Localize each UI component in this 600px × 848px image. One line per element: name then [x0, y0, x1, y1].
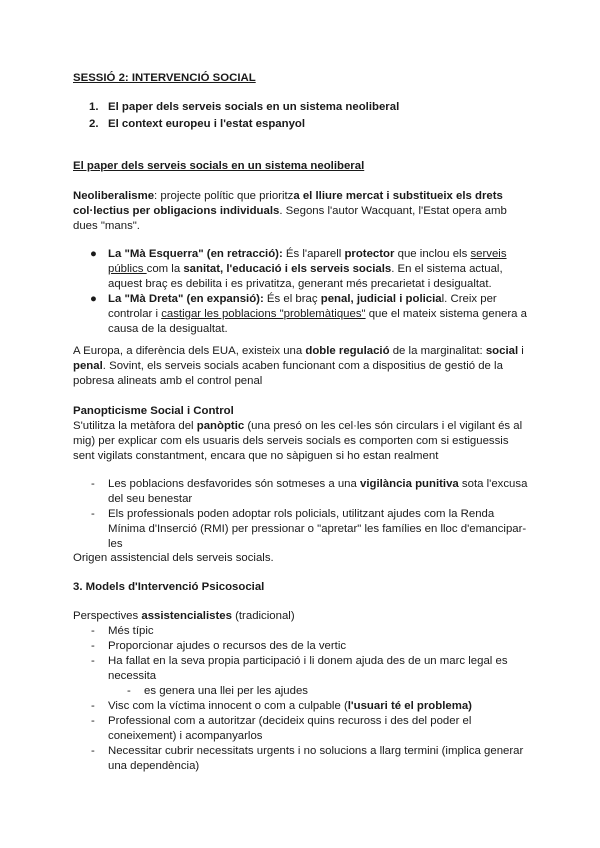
text-run: de la marginalitat:	[389, 345, 486, 357]
bold-run: doble regulació	[305, 345, 390, 357]
text-run: Més típic	[108, 625, 154, 637]
paragraph-panopticism	[73, 419, 528, 464]
section-heading	[73, 159, 528, 174]
dash-marker: -	[91, 625, 95, 637]
bold-run: penal, judicial i policia	[320, 293, 442, 305]
page-title	[73, 71, 528, 86]
text-run: i	[518, 345, 524, 357]
bold-run: l'usuari té el problema)	[347, 700, 472, 712]
list-item	[73, 477, 528, 507]
list-item	[73, 292, 528, 337]
text-run: l. Creix per controlar i	[108, 293, 497, 320]
text-run: . En el sistema actual, aquest braç es debilita i es privatitza, generant més precarietat i desigualtat.	[108, 263, 503, 290]
list-item	[73, 639, 528, 654]
text-run: Perspectives	[73, 610, 142, 622]
section-heading-text: El paper dels serveis socials en un sistema neoliberal	[73, 160, 365, 172]
toc-number: 2.	[89, 118, 99, 130]
text-run: Origen assistencial dels serveis socials.	[73, 552, 274, 564]
underlined-run: serveis públics	[108, 248, 507, 275]
bullet-marker: ●	[90, 293, 97, 305]
list-item	[73, 654, 528, 684]
list-item	[73, 507, 528, 552]
list-item	[73, 699, 528, 714]
term-bold: Neoliberalisme	[73, 190, 155, 202]
bold-run: sanitat, l'educació i els serveis socials	[183, 263, 392, 275]
toc-item	[89, 99, 563, 116]
list-item	[73, 744, 528, 774]
text-run: Proporcionar ajudes o recursos des de la vertic	[108, 640, 347, 652]
paragraph-origin	[73, 551, 528, 566]
subheading-text: Panopticisme Social i Control	[73, 405, 234, 417]
text-run: (una presó on les cel·les són circulars i el vigilant és al mig) per explicar com els usuaris dels serveis socials es comporten com si estiguessis sent vigilats constantment, encara que no sàpiguen si ho estan realment	[73, 420, 523, 462]
subheading-panopticism	[73, 404, 528, 419]
text-run: És l'aparell	[282, 248, 345, 260]
title-text: SESSIÓ 2: INTERVENCIÓ SOCIAL	[73, 72, 256, 84]
text-run: Els professionals poden adoptar rols policials, utilitzant ajudes com la Renda Mínima d'Inserció (RMI) per pressionar o "apretar" les famílies en lloc d'emancipar-les	[108, 508, 527, 550]
list-item	[73, 247, 528, 292]
text-run: S'utilitza la metàfora del	[73, 420, 197, 432]
text-run: com la	[146, 263, 184, 275]
hands-list	[73, 247, 528, 337]
section-heading-text: 3. Models d'Intervenció Psicosocial	[73, 581, 265, 593]
toc-item	[89, 116, 563, 133]
dash-marker: -	[91, 640, 95, 652]
toc-text: El context europeu i l'estat espanyol	[108, 118, 306, 130]
paragraph-neoliberalism	[73, 189, 528, 234]
bold-run: panòptic	[196, 420, 245, 432]
text-run: (tradicional)	[231, 610, 295, 622]
text-run: . Segons l'autor Wacquant, l'Estat opera amb dues "mans".	[73, 205, 507, 232]
text-run: es genera una llei per les ajudes	[144, 685, 309, 697]
table-of-contents	[73, 99, 563, 133]
bullet-marker: ●	[90, 248, 97, 260]
text-run: sota l'excusa del seu benestar	[108, 478, 528, 505]
text-run: És el braç	[263, 293, 321, 305]
control-list	[73, 477, 528, 552]
underlined-run: castigar les poblacions "problemàtiques"	[161, 308, 366, 320]
text-run: Visc com la víctima innocent o com a culpable (	[108, 700, 348, 712]
dash-marker: -	[91, 508, 95, 520]
bold-run: penal	[73, 360, 103, 372]
paragraph-europe	[73, 344, 528, 389]
text-run: A Europa, a diferència dels EUA, existeix una	[73, 345, 306, 357]
bold-run: protector	[344, 248, 395, 260]
toc-text: El paper dels serveis socials en un sistema neoliberal	[108, 101, 400, 113]
dash-marker: -	[91, 700, 95, 712]
list-item	[73, 714, 528, 744]
text-run: Necessitar cubrir necessitats urgents i no solucions a llarg termini (implica generar una dependència)	[108, 745, 524, 772]
bold-run: assistencialistes	[141, 610, 232, 622]
text-run: que inclou els	[394, 248, 471, 260]
dash-marker: -	[91, 478, 95, 490]
bold-run: vigilància punitiva	[360, 478, 459, 490]
text-run: . Sovint, els serveis socials acaben funcionant com a dispositius de gestió de la pobresa alineats amb el control penal	[73, 360, 503, 387]
text-run: Professional com a autoritzar (decideix quins recuross i des del poder el coneixement) i acompanyarlos	[108, 715, 472, 742]
item-label: La "Mà Dreta" (en expansió):	[108, 293, 264, 305]
item-label: La "Mà Esquerra" (en retracció):	[108, 248, 283, 260]
toc-number: 1.	[89, 101, 99, 113]
assistentialist-list	[73, 624, 528, 774]
text-run: Ha fallat en la seva propia participació i li donem ajuda des de un marc legal es necessita	[108, 655, 508, 682]
text-run: Les poblacions desfavorides són sotmeses a una	[108, 478, 361, 490]
bold-run: social	[485, 345, 519, 357]
dash-marker: -	[91, 715, 95, 727]
list-item	[73, 624, 528, 639]
text-run: que el mateix sistema genera a causa de la desigualtat.	[108, 308, 528, 335]
list-subitem	[73, 684, 528, 699]
dash-marker: -	[91, 745, 95, 757]
text-run: : projecte polític que prioritz	[154, 190, 294, 202]
dash-marker: -	[127, 685, 131, 697]
dash-marker: -	[91, 655, 95, 667]
bold-run: a el lliure mercat i substitueix els drets col·lectius per obligacions individuals	[73, 190, 503, 217]
paragraph-perspectives	[73, 609, 528, 624]
section-heading	[73, 580, 528, 595]
